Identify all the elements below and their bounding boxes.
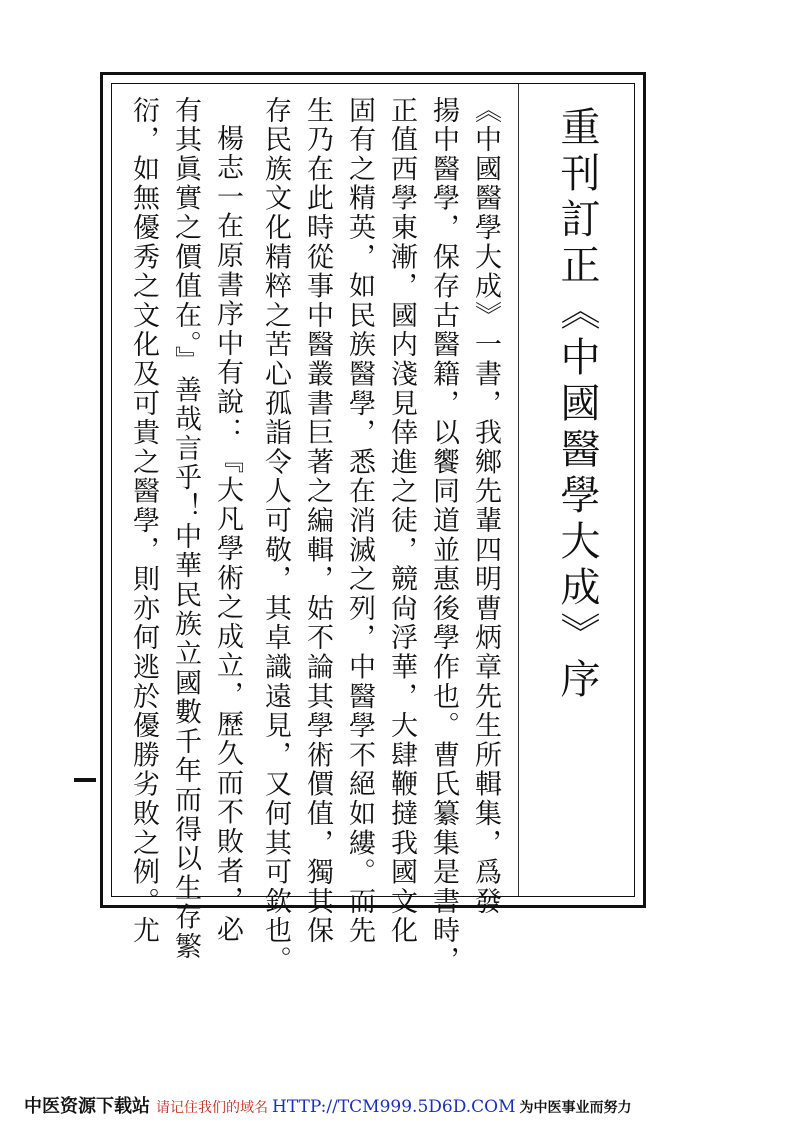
footer-slogan: 为中医事业而努力 — [519, 1100, 632, 1116]
text-column-7: 楊志一在原書序中有說：『大凡學術之成立，歷久而不敗者，必 — [212, 124, 243, 945]
text-block — [111, 83, 635, 975]
footer-url-link[interactable]: HTTP://TCM999.5D6D.COM — [272, 1097, 516, 1117]
footer-reminder: 请记住我们的域名 — [156, 1100, 268, 1116]
title-separator — [518, 84, 519, 896]
text-column-5: 生乃在此時從事中醫叢書巨著之編輯，姑不論其學術價值，獨其保 — [302, 96, 333, 946]
text-column-1: 《中國醫學大成》一書，我鄉先輩四明曹炳章先生所輯集，爲發 — [470, 96, 501, 917]
text-column-8: 有其眞實之價值在。』善哉言乎！中華民族立國數千年而得以生存繁 — [170, 96, 201, 962]
text-column-6: 存民族文化精粹之苦心孤詣令人可敬，其卓識遠見，又何其可欽也。 — [260, 96, 291, 975]
page-frame — [100, 72, 646, 975]
text-column-2: 揚中醫學，保存古醫籍，以饗同道並惠後學作也。曹氏纂集是書時， — [428, 96, 459, 975]
text-column-3: 正值西學東漸，國内淺見倖進之徒，競尙浮華，大肆鞭撻我國文化 — [386, 96, 417, 946]
text-column-4: 固有之精英，如民族醫學，悉在消滅之列，中醫學不絕如縷。而先 — [344, 96, 375, 946]
document-title: 重刊訂正《中國醫學大成》序 — [554, 106, 600, 704]
text-column-9: 衍，如無優秀之文化及可貴之醫學，則亦何逃於優勝劣敗之例。尤 — [128, 96, 159, 946]
footer-site-name: 中医资源下载站 — [24, 1096, 150, 1117]
footer-banner — [24, 1092, 784, 1126]
margin-mark — [74, 778, 96, 782]
